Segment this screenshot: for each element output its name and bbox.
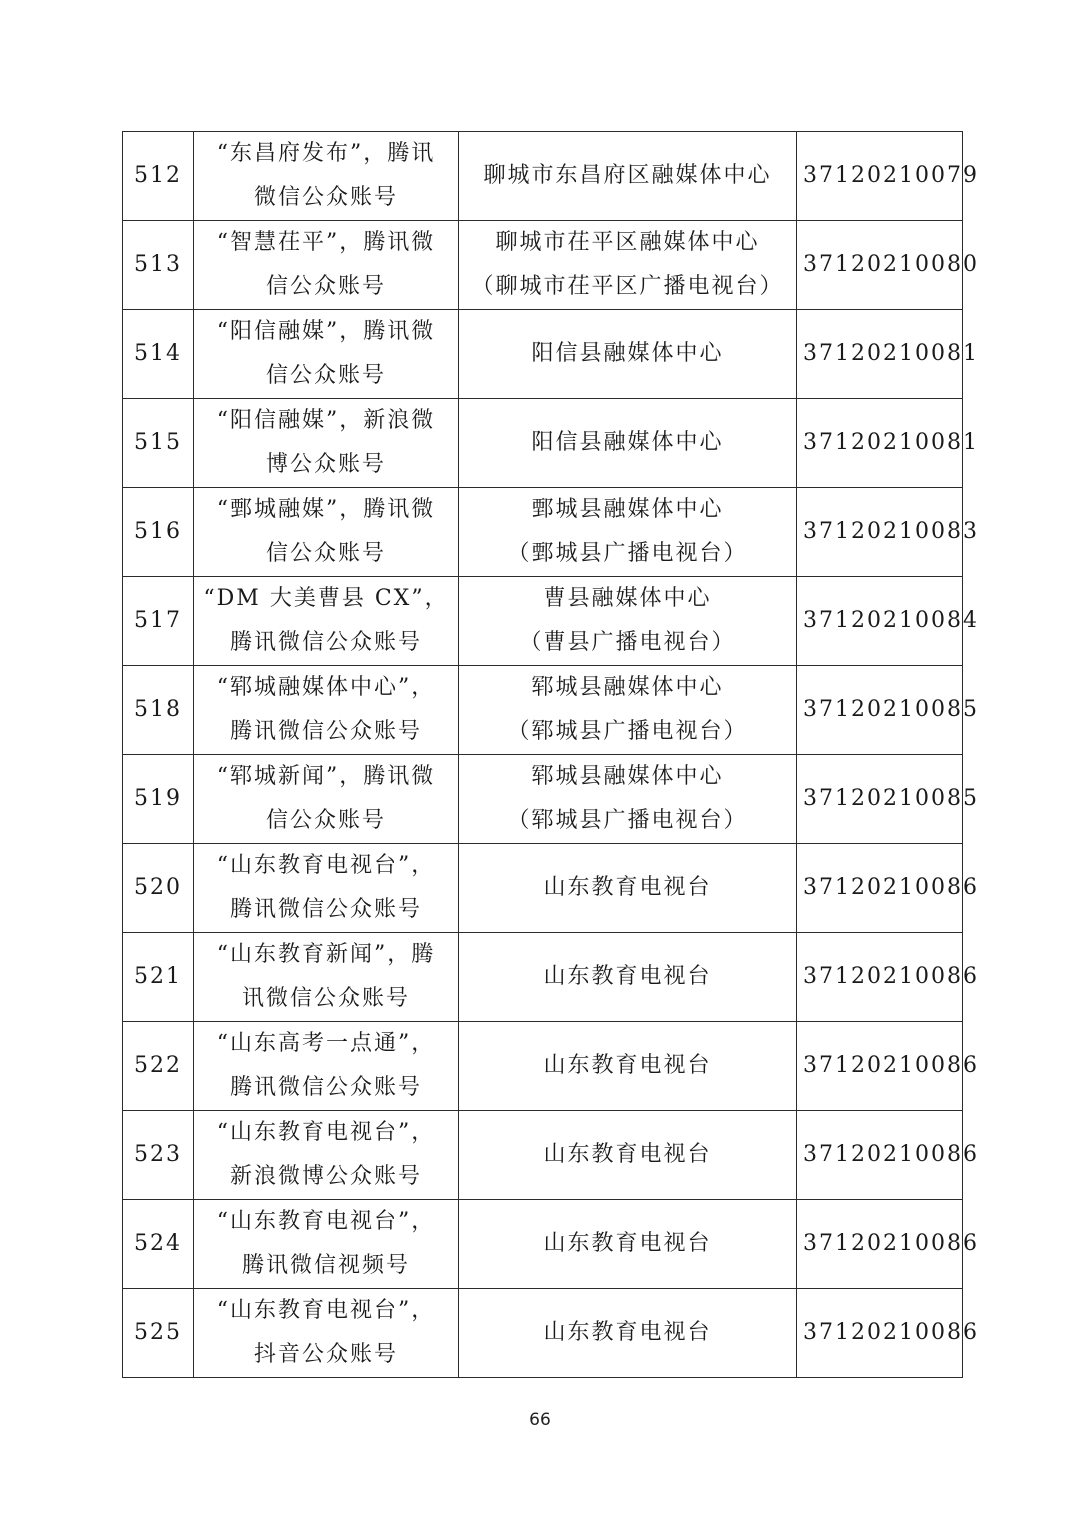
account-name-cell [194, 488, 459, 577]
account-name-line: “山东教育新闻”，腾 [216, 942, 436, 967]
table-row [123, 577, 963, 666]
organization-line: 聊城市茌平区融媒体中心 [495, 230, 760, 255]
account-name-line: “山东教育电视台”， [216, 1298, 436, 1323]
account-name-line: 讯微信公众账号 [241, 986, 410, 1011]
account-name-line: 信公众账号 [265, 274, 386, 299]
row-number-cell: 522 [123, 1022, 194, 1111]
account-name-line: 抖音公众账号 [253, 1342, 398, 1367]
table-row [123, 221, 963, 310]
organization-line: 曹县融媒体中心 [543, 586, 712, 611]
organization-line: （郓城县广播电视台） [507, 719, 748, 744]
account-name-line: 博公众账号 [265, 452, 386, 477]
account-name-cell [194, 577, 459, 666]
license-code-cell: 37120210086 [797, 1200, 963, 1289]
table-row [123, 844, 963, 933]
table-row [123, 1111, 963, 1200]
account-name-line: “阳信融媒”，新浪微 [216, 408, 436, 433]
account-name-cell [194, 1289, 459, 1378]
organization-line: 山东教育电视台 [543, 1320, 712, 1345]
organization-cell [459, 1111, 797, 1200]
organization-line: 郓城县融媒体中心 [531, 764, 724, 789]
organization-line: 山东教育电视台 [543, 1142, 712, 1167]
organization-cell [459, 844, 797, 933]
account-name-cell [194, 1111, 459, 1200]
account-name-cell [194, 310, 459, 399]
account-name-line: “鄄城融媒”，腾讯微 [216, 497, 436, 522]
account-name-line: 新浪微博公众账号 [229, 1164, 422, 1189]
account-name-cell [194, 933, 459, 1022]
account-name-line: 信公众账号 [265, 541, 386, 566]
organization-cell [459, 577, 797, 666]
account-name-line: 腾讯微信公众账号 [229, 719, 422, 744]
license-code-cell: 37120210079 [797, 132, 963, 221]
row-number-cell: 519 [123, 755, 194, 844]
registry-table-body [123, 132, 979, 1378]
row-number-cell: 518 [123, 666, 194, 755]
row-number-cell: 517 [123, 577, 194, 666]
organization-line: 山东教育电视台 [543, 1231, 712, 1256]
license-code-cell: 37120210086 [797, 1022, 963, 1111]
license-code-cell: 37120210085 [797, 755, 963, 844]
license-code-cell: 37120210081 [797, 399, 963, 488]
organization-line: （鄄城县广播电视台） [507, 541, 748, 566]
organization-line: 山东教育电视台 [543, 875, 712, 900]
license-code-cell: 37120210086 [797, 1289, 963, 1378]
account-name-line: “山东教育电视台”， [216, 853, 436, 878]
page-number: 66 [529, 1410, 551, 1430]
account-name-line: “DM 大美曹县 CX”， [203, 586, 449, 611]
organization-line: 阳信县融媒体中心 [531, 341, 724, 366]
account-name-cell [194, 666, 459, 755]
account-name-line: 信公众账号 [265, 808, 386, 833]
table-row [123, 1200, 963, 1289]
account-name-cell [194, 399, 459, 488]
row-number-cell: 521 [123, 933, 194, 1022]
account-name-line: 腾讯微信公众账号 [229, 1075, 422, 1100]
account-name-cell [194, 221, 459, 310]
registry-table [122, 131, 979, 1378]
account-name-line: “山东高考一点通”， [216, 1031, 436, 1056]
account-name-line: “阳信融媒”，腾讯微 [216, 319, 436, 344]
table-row [123, 933, 963, 1022]
organization-cell [459, 1289, 797, 1378]
table-row [123, 1289, 963, 1378]
table-row [123, 666, 963, 755]
table-row [123, 132, 963, 221]
license-code-cell: 37120210084 [797, 577, 963, 666]
account-name-line: 信公众账号 [265, 363, 386, 388]
license-code-cell: 37120210083 [797, 488, 963, 577]
organization-line: 山东教育电视台 [543, 1053, 712, 1078]
account-name-line: “山东教育电视台”， [216, 1209, 436, 1234]
account-name-line: 腾讯微信公众账号 [229, 630, 422, 655]
account-name-line: “智慧茌平”，腾讯微 [216, 230, 436, 255]
account-name-cell [194, 1200, 459, 1289]
account-name-cell [194, 844, 459, 933]
account-name-line: 腾讯微信视频号 [241, 1253, 410, 1278]
license-code-cell: 37120210086 [797, 933, 963, 1022]
table-row [123, 1022, 963, 1111]
organization-line: 鄄城县融媒体中心 [531, 497, 724, 522]
row-number-cell: 520 [123, 844, 194, 933]
organization-cell [459, 1200, 797, 1289]
row-number-cell: 515 [123, 399, 194, 488]
row-number-cell: 524 [123, 1200, 194, 1289]
row-number-cell: 523 [123, 1111, 194, 1200]
account-name-line: “山东教育电视台”， [216, 1120, 436, 1145]
organization-cell [459, 221, 797, 310]
table-row [123, 488, 963, 577]
organization-line: 阳信县融媒体中心 [531, 430, 724, 455]
license-code-cell: 37120210086 [797, 1111, 963, 1200]
account-name-line: 腾讯微信公众账号 [229, 897, 422, 922]
row-number-cell: 513 [123, 221, 194, 310]
account-name-cell [194, 755, 459, 844]
row-number-cell: 525 [123, 1289, 194, 1378]
table-row [123, 755, 963, 844]
license-code-cell: 37120210085 [797, 666, 963, 755]
row-number-cell: 512 [123, 132, 194, 221]
organization-cell [459, 933, 797, 1022]
account-name-line: “东昌府发布”，腾讯 [216, 141, 436, 166]
organization-cell [459, 1022, 797, 1111]
account-name-line: “郓城融媒体中心”， [216, 675, 436, 700]
account-name-cell [194, 132, 459, 221]
organization-line: 山东教育电视台 [543, 964, 712, 989]
table-row [123, 310, 963, 399]
row-number-cell: 514 [123, 310, 194, 399]
organization-line: 郓城县融媒体中心 [531, 675, 724, 700]
organization-cell [459, 399, 797, 488]
row-number-cell: 516 [123, 488, 194, 577]
account-name-line: “郓城新闻”，腾讯微 [216, 764, 436, 789]
organization-line: （曹县广播电视台） [519, 630, 736, 655]
organization-cell [459, 132, 797, 221]
organization-line: 聊城市东昌府区融媒体中心 [483, 163, 772, 188]
license-code-cell: 37120210086 [797, 844, 963, 933]
organization-cell [459, 666, 797, 755]
table-row [123, 399, 963, 488]
license-code-cell: 37120210081 [797, 310, 963, 399]
organization-line: （郓城县广播电视台） [507, 808, 748, 833]
organization-cell [459, 755, 797, 844]
account-name-cell [194, 1022, 459, 1111]
organization-cell [459, 310, 797, 399]
organization-cell [459, 488, 797, 577]
account-name-line: 微信公众账号 [253, 185, 398, 210]
organization-line: （聊城市茌平区广播电视台） [471, 274, 784, 299]
license-code-cell: 37120210080 [797, 221, 963, 310]
